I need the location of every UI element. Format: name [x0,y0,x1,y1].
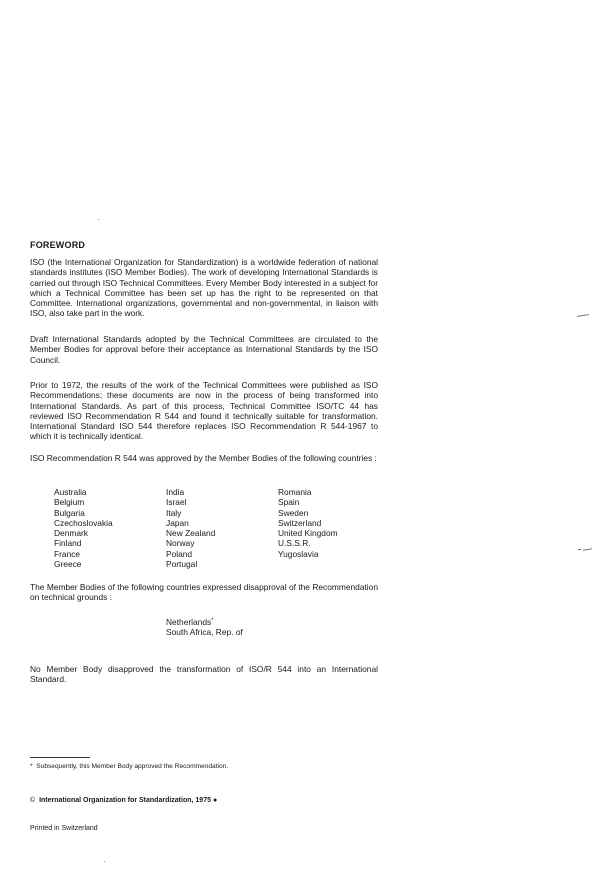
footnote-reference-mark: * [211,618,214,624]
country-item: Romania [278,487,312,497]
country-item: Denmark [54,528,88,539]
country-item: Belgium [54,497,85,508]
disapproving-country-item [166,616,243,627]
footnote-text: Subsequently, this Member Body approved the Recommendation. [36,763,229,770]
country-item: Israel [166,497,187,508]
scan-artifact [578,549,581,550]
paragraph-iso-intro: ISO (the International Organization for Standardization) is a worldwide federation of national standards institutes (ISO Member Bodies). The work of developing International Standards is carried out through ISO Technical Committees. Every Member Body interested in a subject for which a Technical Committee has been set up has the right to be represented on that Committee. International organizations, governmental and non-governmental, in liaison with ISO, also take part in the work. [30,257,378,319]
country-item: Japan [166,517,189,528]
scan-artifact [583,548,592,551]
bullet-icon: ● [212,797,218,804]
country-item: India [166,487,185,497]
paragraph-approval-intro: ISO Recommendation R 544 was approved by the Member Bodies of the following countries : [30,453,377,463]
scan-artifact [104,861,105,862]
country-item: Czechoslovakia [54,517,113,528]
foreword-heading: FOREWORD [30,240,86,250]
copyright-line [30,797,217,804]
country-item: Norway [166,538,195,549]
country-column-1 [54,487,113,569]
country-item: France [54,548,81,559]
printed-location: Printed in Switzerland [30,825,98,832]
paragraph-transformation-history: Prior to 1972, the results of the work of the Technical Committees were published as ISO Recommendations; these documents are now in the process of being transformed into International Standards. As part of this process, Technical Committee ISO/TC 44 has reviewed ISO Recommendation R 544 and found it technically suitable for transformation. International Standard ISO 544 therefore replaces ISO Recommendation R 544-1967 to which it is technically identical. [30,380,378,442]
country-column-2 [166,487,215,569]
footnote [30,763,228,771]
country-item: Australia [54,487,87,497]
country-item: Italy [166,507,182,518]
country-item: Poland [166,548,193,559]
paragraph-draft-standards: Draft International Standards adopted by the Technical Committees are circulated to the Member Bodies for approval before their acceptance as International Standards by the ISO Council. [30,334,378,365]
footnote-divider [30,757,90,758]
country-item: Portugal [166,559,198,570]
country-item: U.S.S.R. [278,538,311,549]
disapproving-countries-list [166,616,243,638]
disapproving-country-item: South Africa, Rep. of [166,627,243,638]
footnote-mark: * [30,763,33,770]
country-column-3 [278,487,338,559]
country-item: Switzerland [278,517,322,528]
document-page [30,0,380,876]
country-item: Spain [278,497,300,508]
country-name: Netherlands [166,617,212,627]
copyright-icon: © [30,797,36,804]
country-item: Greece [54,559,82,570]
country-item: New Zealand [166,528,216,539]
copyright-text: International Organization for Standardization, 1975 [39,797,211,804]
country-item: Yugoslavia [278,548,319,559]
country-item: United Kingdom [278,528,338,539]
country-item: Bulgaria [54,507,85,518]
scan-artifact [577,314,589,317]
paragraph-disapproval-intro: The Member Bodies of the following countries expressed disapproval of the Recommendation on technical grounds : [30,582,378,603]
country-item: Sweden [278,507,309,518]
scan-artifact [98,219,99,220]
country-item: Finland [54,538,82,549]
paragraph-no-disapproval: No Member Body disapproved the transformation of ISO/R 544 into an International Standard. [30,664,378,685]
